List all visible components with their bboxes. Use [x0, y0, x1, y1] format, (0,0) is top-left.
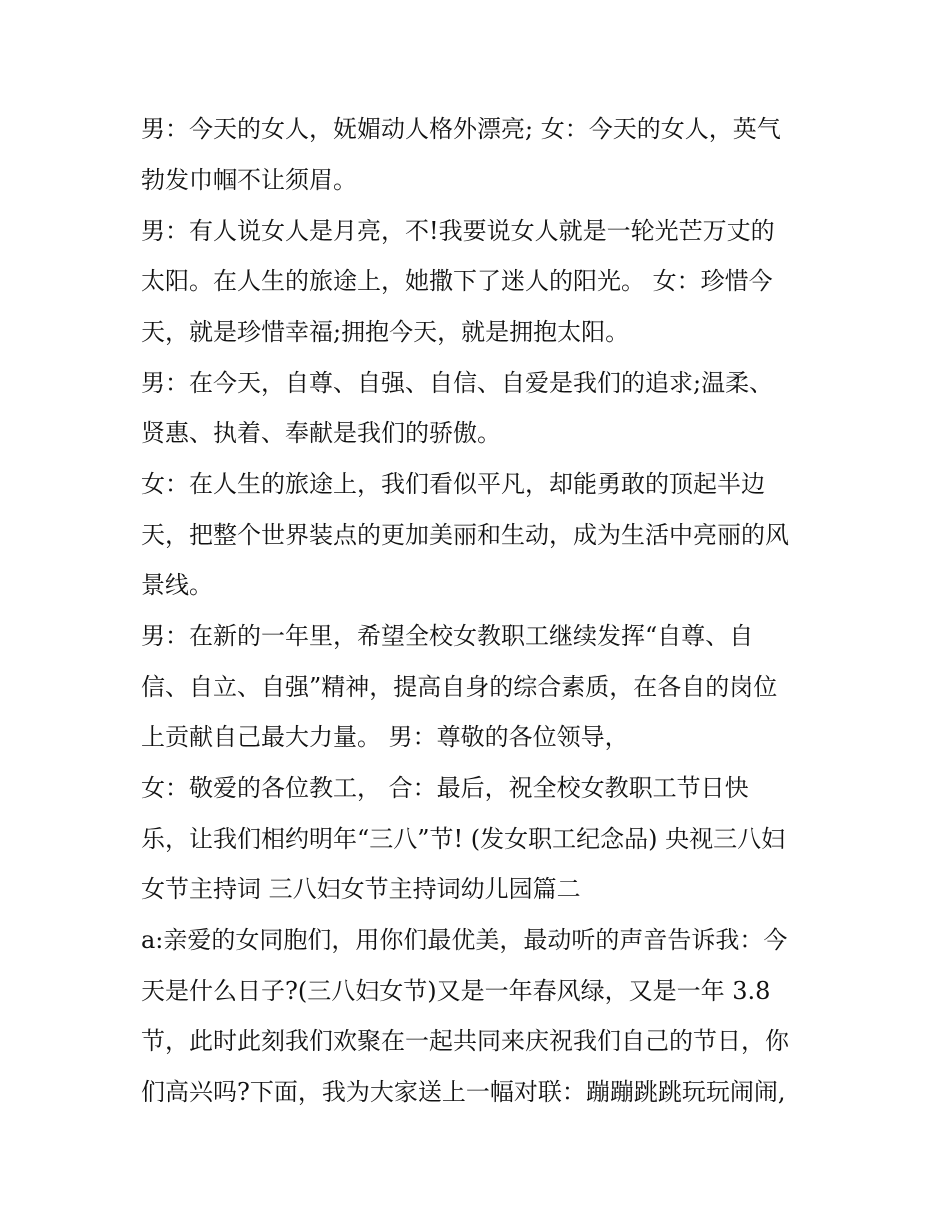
text-line: 天，把整个世界装点的更加美丽和生动，成为生活中亮丽的风 — [141, 521, 789, 549]
text-line: 们高兴吗?下面，我为大家送上一幅对联：蹦蹦跳跳玩玩闹闹, — [141, 1078, 786, 1106]
text-line: 女节主持词 三八妇女节主持词幼儿园篇二 — [141, 875, 581, 903]
text-line: 上贡献自己最大力量。 男：尊敬的各位领导， — [141, 723, 629, 751]
text-line: 贤惠、执着、奉献是我们的骄傲。 — [141, 419, 501, 447]
text-line: 天是什么日子?(三八妇女节)又是一年春风绿，又是一年 3.8 — [141, 977, 771, 1005]
text-line: a:亲爱的女同胞们，用你们最优美，最动听的声音告诉我：今 — [141, 926, 788, 954]
text-line: 节，此时此刻我们欢聚在一起共同来庆祝我们自己的节日，你 — [141, 1027, 789, 1055]
text-line: 景线。 — [141, 571, 213, 599]
text-line: 乐，让我们相约明年“三八”节! (发女职工纪念品) 央视三八妇 — [141, 825, 786, 853]
text-line: 太阳。在人生的旅途上，她撒下了迷人的阳光。 女：珍惜今 — [141, 267, 773, 295]
text-line: 男：在新的一年里，希望全校女教职工继续发挥“自尊、自 — [141, 622, 754, 650]
text-line: 男：有人说女人是月亮，不!我要说女人就是一轮光芒万丈的 — [141, 217, 775, 245]
text-line: 男：在今天，自尊、自强、自信、自爱是我们的追求;温柔、 — [141, 369, 774, 397]
text-line: 天，就是珍惜幸福;拥抱今天，就是拥抱太阳。 — [141, 318, 630, 346]
text-line: 女：在人生的旅途上，我们看似平凡，却能勇敢的顶起半边 — [141, 470, 765, 498]
text-line: 勃发巾帼不让须眉。 — [141, 166, 357, 194]
text-line: 女：敬爱的各位教工， 合：最后，祝全校女教职工节日快 — [141, 774, 749, 802]
text-line: 男：今天的女人，妩媚动人格外漂亮; 女：今天的女人，英气 — [141, 115, 781, 143]
text-line: 信、自立、自强”精神，提高自身的综合素质，在各自的岗位 — [141, 673, 778, 701]
